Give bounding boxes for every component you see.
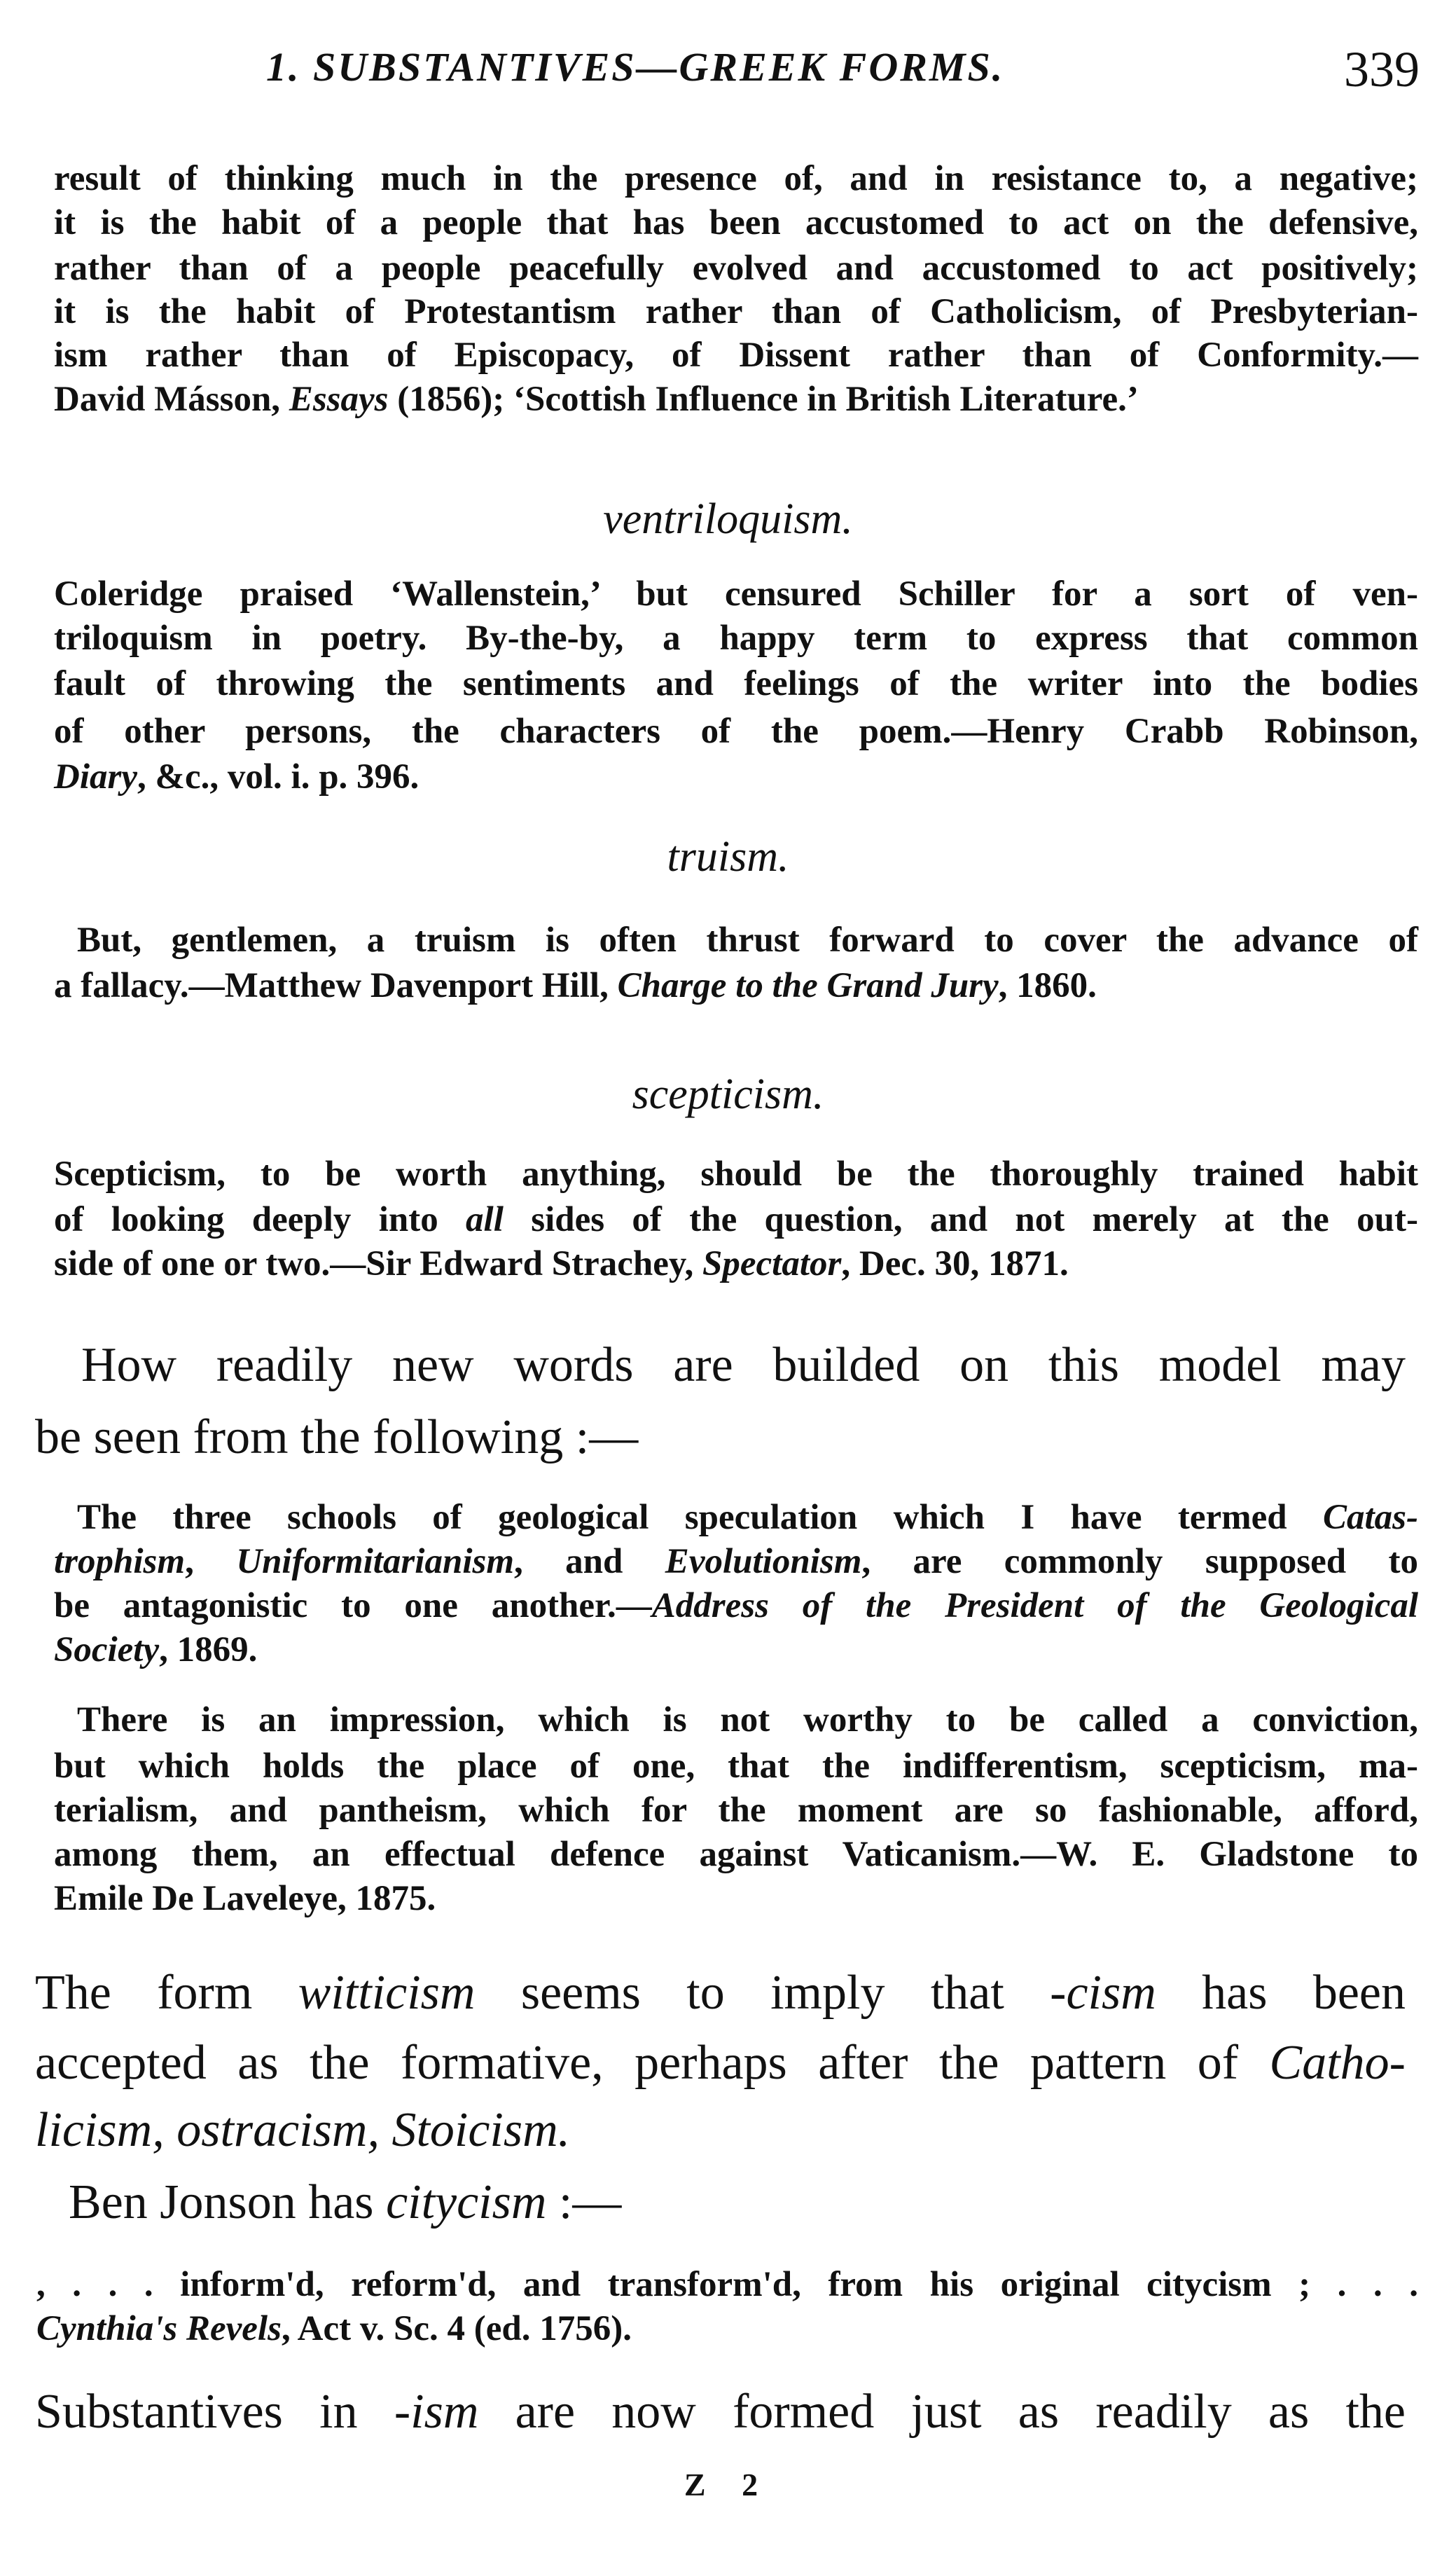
quote-line: rather than of a people peacefully evolved and accustomed to act positively; bbox=[54, 249, 1418, 288]
italic-run: -cism bbox=[1050, 1966, 1156, 2020]
italic-run: witticism bbox=[298, 1966, 476, 2020]
quote-line: There is an impression, which is not worthy to be called a conviction, bbox=[77, 1700, 1418, 1740]
text-run: be antagonistic to one another.— bbox=[54, 1586, 652, 1625]
text-run: , bbox=[185, 1542, 237, 1581]
text-run: :— bbox=[546, 2175, 622, 2229]
quote-line: of other persons, the characters of the poem.—Henry Crabb Robinson, bbox=[54, 712, 1418, 751]
citation-line bbox=[54, 965, 1418, 1007]
text-run: Substantives in bbox=[35, 2385, 394, 2439]
text-run: David Másson, bbox=[54, 380, 289, 419]
quote-line bbox=[54, 1585, 1418, 1627]
italic-run: -ism bbox=[394, 2385, 479, 2439]
italic-run: Catas- bbox=[1322, 1498, 1418, 1537]
italic-run: Charge to the Grand Jury bbox=[617, 966, 999, 1005]
text-run: accepted as the formative, perhaps after the pattern of bbox=[35, 2036, 1270, 2090]
quote-line: Coleridge praised ‘Wallenstein,’ but censured Schiller for a sort of ven- bbox=[54, 574, 1418, 614]
running-header: 1. SUBSTANTIVES—GREEK FORMS. bbox=[266, 44, 1005, 90]
italic-run: Cynthia's Revels bbox=[36, 2309, 282, 2348]
entry-heading: truism. bbox=[667, 833, 789, 881]
text-run: has been bbox=[1156, 1966, 1406, 2020]
body-line bbox=[35, 2101, 1406, 2160]
text-run: seems to imply that bbox=[475, 1966, 1051, 2020]
italic-run: citycism bbox=[386, 2175, 547, 2229]
text-run: , &c., vol. i. p. 396. bbox=[137, 757, 420, 797]
body-line: be seen from the following :— bbox=[35, 1410, 639, 1464]
quote-line: fault of throwing the sentiments and feelings of the writer into the bodies bbox=[54, 664, 1418, 703]
quote-line bbox=[54, 1496, 1418, 1538]
text-run: , Act v. Sc. 4 (ed. 1756). bbox=[281, 2309, 632, 2348]
italic-run: Catho- bbox=[1269, 2036, 1406, 2090]
italic-run: Uniformitarianism bbox=[236, 1542, 515, 1581]
text-run: (1856); ‘Scottish Influence in British Literature.’ bbox=[388, 380, 1139, 419]
text-run: side of one or two.—Sir Edward Strachey, bbox=[54, 1244, 703, 1283]
italic-run: all bbox=[466, 1200, 504, 1239]
text-run: , 1869. bbox=[159, 1630, 258, 1669]
quote-line: But, gentlemen, a truism is often thrust forward to cover the advance of bbox=[77, 921, 1418, 960]
body-line bbox=[35, 1964, 1406, 2023]
citation-line bbox=[54, 378, 1418, 420]
text-run: are now formed just as readily as the bbox=[478, 2385, 1406, 2439]
text-run: , 1860. bbox=[998, 966, 1097, 1005]
italic-run: Evolutionism bbox=[665, 1542, 862, 1581]
text-run: , and bbox=[514, 1542, 665, 1581]
body-line bbox=[35, 2173, 1406, 2232]
signature-mark: Z 2 bbox=[684, 2467, 772, 2502]
quote-line: among them, an effectual defence against Vaticanism.—W. E. Gladstone to bbox=[54, 1835, 1418, 1874]
page-number: 339 bbox=[1344, 41, 1420, 97]
quote-line: , . . . inform'd, reform'd, and transform'd, from his original citycism ; . . . bbox=[36, 2265, 1418, 2304]
body-line: How readily new words are builded on this model may bbox=[81, 1338, 1406, 1392]
quote-line: it is the habit of a people that has been accustomed to act on the defensive, bbox=[54, 203, 1418, 242]
quote-line bbox=[54, 1541, 1418, 1583]
text-run: a fallacy.—Matthew Davenport Hill, bbox=[54, 966, 618, 1005]
italic-run: Essays bbox=[289, 380, 389, 419]
citation-line bbox=[54, 1629, 1418, 1671]
text-run: sides of the question, and not merely at the out- bbox=[503, 1200, 1418, 1239]
citation-line: Emile De Laveleye, 1875. bbox=[54, 1879, 436, 1918]
text-run: of looking deeply into bbox=[54, 1200, 466, 1239]
italic-run: licism, ostracism, Stoicism. bbox=[35, 2103, 571, 2157]
text-run: The form bbox=[35, 1966, 298, 2020]
citation-line bbox=[54, 1243, 1418, 1285]
quote-line: but which holds the place of one, that the indifferentism, scepticism, ma- bbox=[54, 1747, 1418, 1786]
citation-line bbox=[54, 756, 1418, 798]
citation-line bbox=[36, 2308, 1418, 2350]
body-line bbox=[35, 2034, 1406, 2093]
entry-heading: scepticism. bbox=[632, 1070, 824, 1118]
quote-line bbox=[54, 1199, 1418, 1241]
quote-line: terialism, and pantheism, which for the moment are so fashionable, afford, bbox=[54, 1791, 1418, 1830]
italic-run: Diary bbox=[54, 757, 137, 797]
quote-line: triloquism in poetry. By-the-by, a happy term to express that common bbox=[54, 619, 1418, 658]
quote-line: ism rather than of Episcopacy, of Dissent rather than of Conformity.— bbox=[54, 336, 1418, 375]
quote-line: Scepticism, to be worth anything, should be the thoroughly trained habit bbox=[54, 1155, 1418, 1194]
quote-line: result of thinking much in the presence of, and in resistance to, a negative; bbox=[54, 159, 1418, 198]
body-line bbox=[35, 2383, 1406, 2442]
italic-run: Spectator bbox=[702, 1244, 842, 1283]
text-run: , are commonly supposed to bbox=[861, 1542, 1418, 1581]
text-run: The three schools of geological speculation which I have termed bbox=[77, 1498, 1323, 1537]
italic-run: trophism bbox=[54, 1542, 186, 1581]
entry-heading: ventriloquism. bbox=[603, 495, 853, 543]
quote-line: it is the habit of Protestantism rather than of Catholicism, of Presbyterian- bbox=[54, 292, 1418, 331]
text-run: Ben Jonson has bbox=[69, 2175, 387, 2229]
italic-run: Address of the President of the Geological bbox=[651, 1586, 1418, 1625]
italic-run: Society bbox=[54, 1630, 160, 1669]
text-run: , Dec. 30, 1871. bbox=[841, 1244, 1069, 1283]
